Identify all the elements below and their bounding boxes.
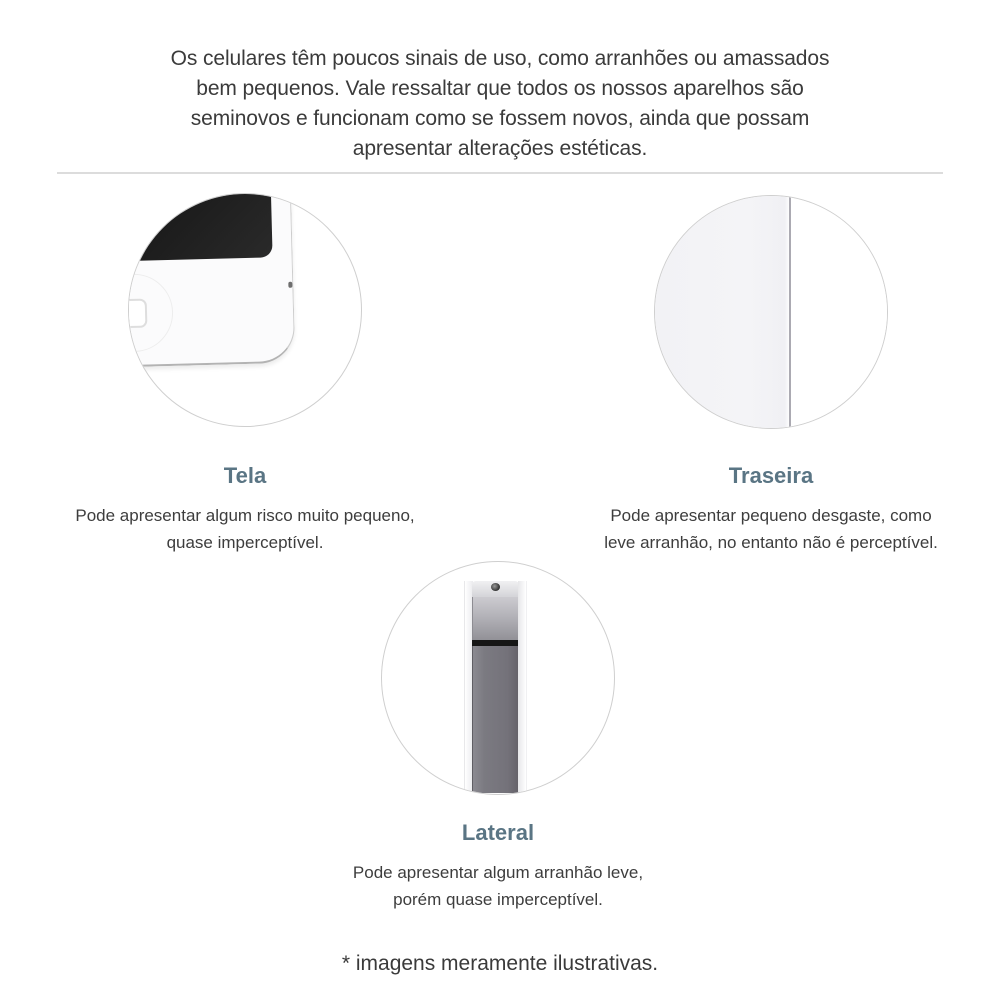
phone-screen-shape xyxy=(128,193,273,263)
intro-line: Os celulares têm poucos sinais de uso, como arranhões ou amassados xyxy=(170,47,830,70)
description-line: leve arranhão, no entanto não é perceptível. xyxy=(604,533,938,552)
phone-side-edge-image xyxy=(381,561,615,795)
phone-front-corner-image xyxy=(128,193,362,427)
phone-back-edge-image xyxy=(654,195,888,429)
section-description-tela xyxy=(45,502,445,556)
phone-side-band-shape xyxy=(472,581,519,793)
description-line: Pode apresentar algum risco muito pequeno, xyxy=(75,506,415,525)
side-top-hole-shape xyxy=(491,583,500,591)
description-line: porém quase imperceptível. xyxy=(393,890,603,909)
section-title-lateral: Lateral xyxy=(461,820,535,845)
description-line: quase imperceptível. xyxy=(166,533,324,552)
section-traseira xyxy=(571,195,971,556)
phone-back-edge-line-shape xyxy=(789,196,791,428)
intro-paragraph xyxy=(0,44,1000,164)
section-description-traseira xyxy=(571,502,971,556)
home-button-shape xyxy=(128,299,147,329)
side-silver-section-shape xyxy=(472,597,519,640)
section-description-lateral xyxy=(298,859,698,913)
phone-front-photo-wrap xyxy=(128,193,362,427)
intro-line: apresentar alterações estéticas. xyxy=(352,137,648,160)
phone-back-surface-shape xyxy=(655,196,887,428)
footer-disclaimer: * imagens meramente ilustrativas. xyxy=(341,952,659,975)
section-tela xyxy=(45,193,445,556)
section-title-traseira: Traseira xyxy=(728,463,814,488)
divider xyxy=(57,172,943,174)
side-dark-section-shape xyxy=(472,646,519,793)
section-title-tela: Tela xyxy=(223,463,267,488)
description-line: Pode apresentar algum arranhão leve, xyxy=(352,863,644,882)
intro-line: bem pequenos. Vale ressaltar que todos os nossos aparelhos são xyxy=(196,77,804,100)
description-line: Pode apresentar pequeno desgaste, como xyxy=(610,506,932,525)
section-lateral xyxy=(298,561,698,913)
intro-line: seminovos e funcionam como se fossem novos, ainda que possam xyxy=(190,107,810,130)
side-button-shape xyxy=(288,282,292,288)
